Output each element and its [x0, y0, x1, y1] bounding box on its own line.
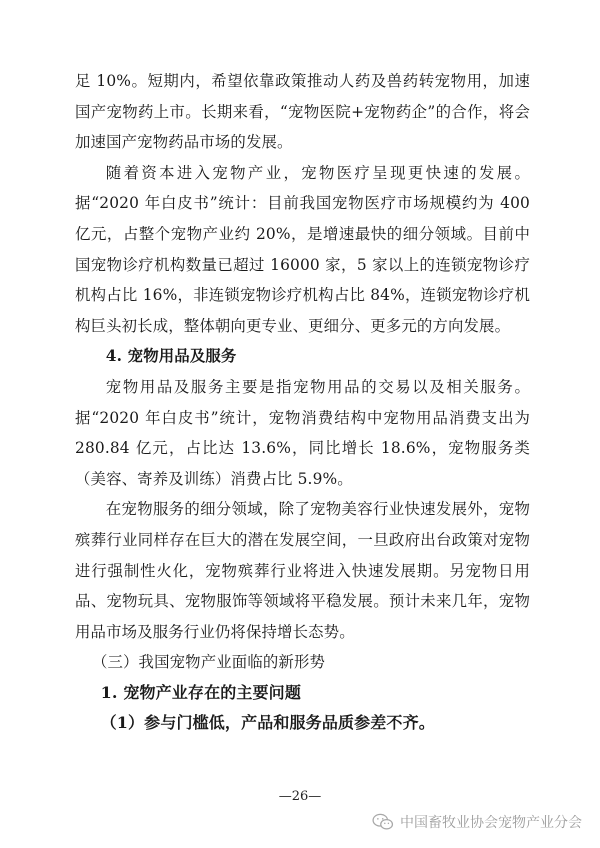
paragraph-pet-medicine: 足 10%。短期内，希望依靠政策推动人药及兽药转宠物用，加速国产宠物药上市。长期来看，“宠物医院+宠物药企”的合作，将会加速国产宠物药品市场的发展。	[75, 72, 530, 152]
heading-low-threshold: （1）参与门槛低，产品和服务品质参差不齐。	[100, 713, 435, 733]
body-text	[75, 66, 530, 739]
paragraph-pet-healthcare: 随着资本进入宠物产业，宠物医疗呈现更快速的发展。据“2020 年白皮书”统计：目前我国宠物医疗市场规模约为 400 亿元，占整个宠物产业约 20%，是增速最快的细分领域。目前中国宠物诊疗机构数量已超过 16000 家，5 家以上的连锁宠物诊疗机构占比 16%，非连锁宠物诊疗机构占比 84%，连锁宠物诊疗机构巨头初长成，整体朝向更专业、更细分、更多元的方向发展。	[75, 163, 530, 335]
paragraph-pet-services: 在宠物服务的细分领域，除了宠物美容行业快速发展外，宠物殡葬行业同样存在巨大的潜在发展空间，一旦政府出台政策对宠物进行强制性火化，宠物殡葬行业将进入快速发展期。另宠物日用品、宠物玩具、宠物服饰等领域将平稳发展。预计未来几年，宠物用品市场及服务行业仍将保持增长态势。	[75, 500, 530, 641]
paragraph-pet-supplies: 宠物用品及服务主要是指宠物用品的交易以及相关服务。据“2020 年白皮书”统计，宠物消费结构中宠物用品消费支出为 280.84 亿元，占比达 13.6%，同比增长 18.6%，宠物服务类（美容、寄养及训练）消费占比 5.9%。	[75, 377, 530, 488]
watermark-text: 中国畜牧业协会宠物产业分会	[400, 815, 582, 831]
wechat-icon	[372, 813, 394, 831]
heading-main-problems: 1. 宠物产业存在的主要问题	[100, 682, 301, 702]
heading-new-situation: （三）我国宠物产业面临的新形势	[91, 653, 326, 672]
heading-pet-supplies: 4. 宠物用品及服务	[105, 347, 237, 366]
page-number: —26—	[278, 789, 322, 804]
watermark	[372, 812, 582, 832]
